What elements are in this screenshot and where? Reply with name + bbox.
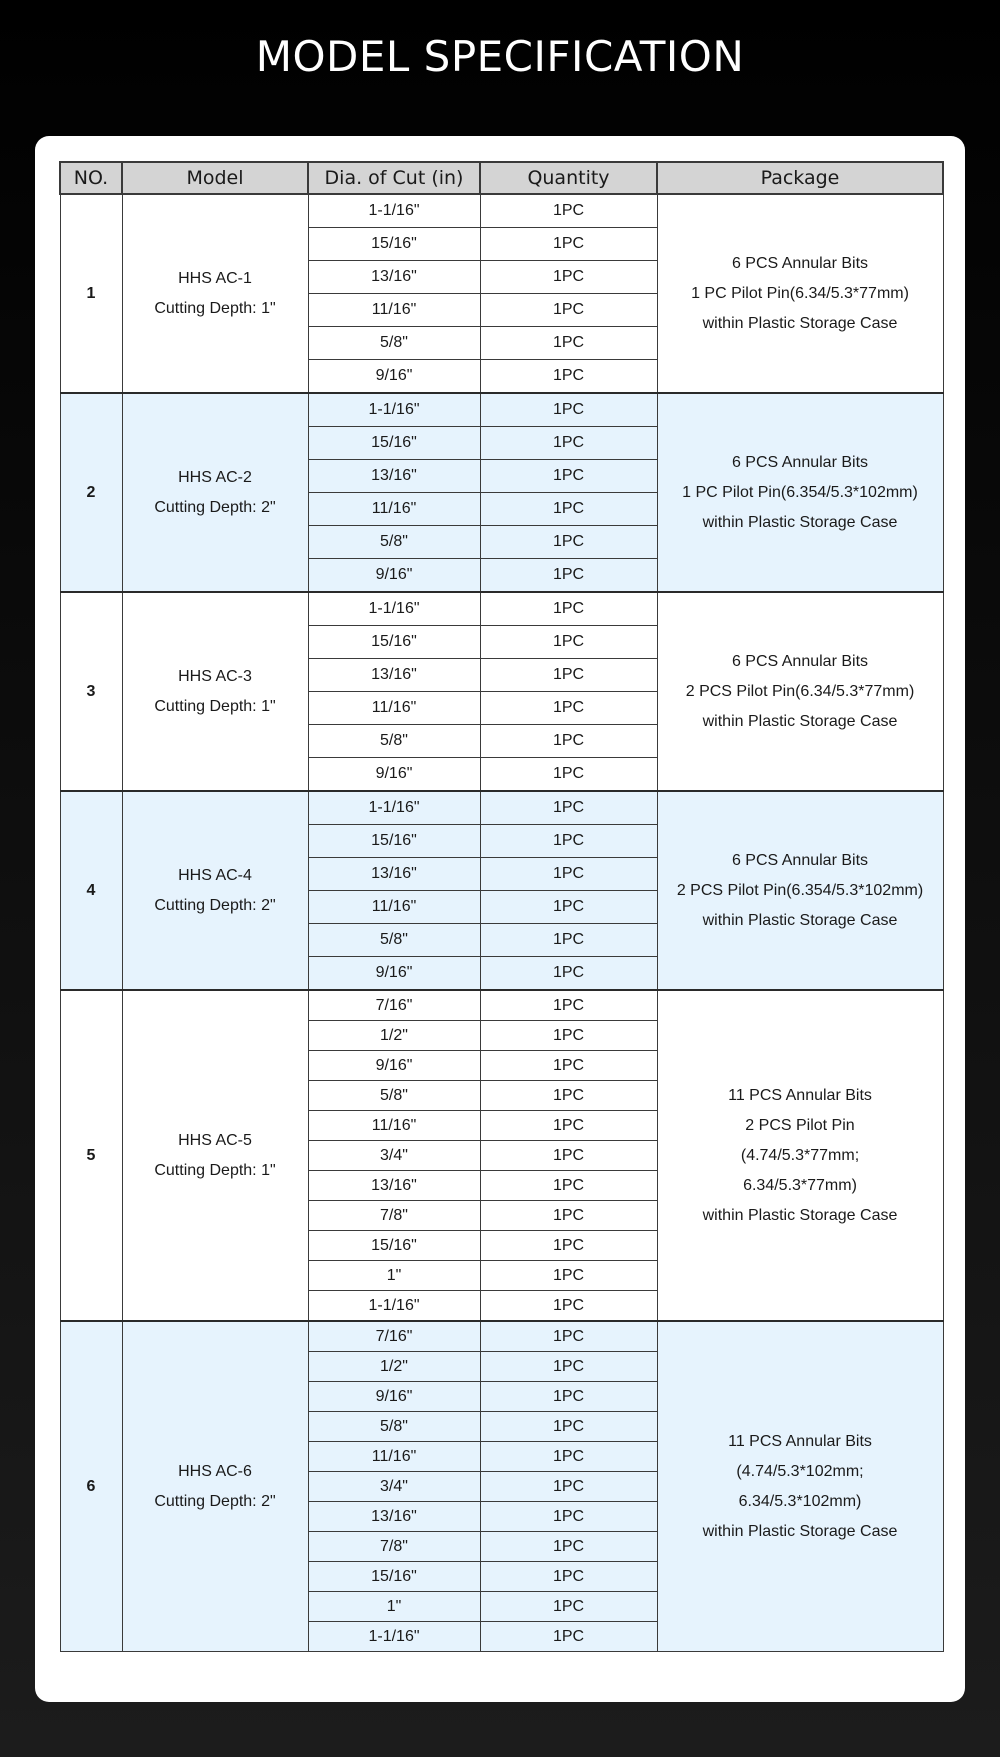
package-line: 6 PCS Annular Bits — [731, 652, 869, 670]
quantity-cell: 1PC — [480, 1291, 657, 1322]
dia-cell: 13/16" — [308, 659, 480, 692]
dia-cell: 9/16" — [308, 1382, 480, 1412]
quantity-cell: 1PC — [480, 592, 657, 626]
quantity-cell: 1PC — [480, 427, 657, 460]
package-line: within Plastic Storage Case — [702, 1522, 898, 1540]
dia-cell: 1-1/16" — [308, 791, 480, 825]
package-line: 6 PCS Annular Bits — [731, 851, 869, 869]
quantity-cell: 1PC — [480, 360, 657, 394]
model-name: HHS AC-1 — [178, 269, 252, 287]
quantity-cell: 1PC — [480, 194, 657, 228]
dia-cell: 5/8" — [308, 924, 480, 957]
dia-cell: 1/2" — [308, 1352, 480, 1382]
package-cell — [657, 1321, 943, 1652]
cutting-depth: Cutting Depth: 1" — [154, 697, 276, 715]
quantity-cell: 1PC — [480, 1562, 657, 1592]
package-line: 2 PCS Pilot Pin(6.34/5.3*77mm) — [685, 682, 915, 700]
dia-cell: 1" — [308, 1592, 480, 1622]
package-line: within Plastic Storage Case — [702, 513, 898, 531]
model-name: HHS AC-3 — [178, 667, 252, 685]
group-number: 5 — [60, 990, 122, 1321]
quantity-cell: 1PC — [480, 1502, 657, 1532]
cutting-depth: Cutting Depth: 2" — [154, 896, 276, 914]
dia-cell: 13/16" — [308, 261, 480, 294]
quantity-cell: 1PC — [480, 1592, 657, 1622]
quantity-cell: 1PC — [480, 294, 657, 327]
header-quantity: Quantity — [480, 162, 657, 194]
dia-cell: 11/16" — [308, 1111, 480, 1141]
dia-cell: 15/16" — [308, 228, 480, 261]
dia-cell: 5/8" — [308, 327, 480, 360]
dia-cell: 11/16" — [308, 1442, 480, 1472]
model-group — [60, 1321, 943, 1652]
package-line: within Plastic Storage Case — [702, 911, 898, 929]
quantity-cell: 1PC — [480, 1442, 657, 1472]
cutting-depth: Cutting Depth: 2" — [154, 1492, 276, 1510]
table-row — [60, 194, 943, 228]
package-line: 6.34/5.3*77mm) — [743, 1176, 857, 1194]
quantity-cell: 1PC — [480, 493, 657, 526]
dia-cell: 11/16" — [308, 692, 480, 725]
dia-cell: 13/16" — [308, 460, 480, 493]
dia-cell: 1/2" — [308, 1021, 480, 1051]
table-row — [60, 393, 943, 427]
group-number: 2 — [60, 393, 122, 592]
header-no: NO. — [60, 162, 122, 194]
dia-cell: 15/16" — [308, 626, 480, 659]
quantity-cell: 1PC — [480, 791, 657, 825]
dia-cell: 1-1/16" — [308, 592, 480, 626]
quantity-cell: 1PC — [480, 924, 657, 957]
model-cell — [122, 990, 308, 1321]
quantity-cell: 1PC — [480, 758, 657, 792]
quantity-cell: 1PC — [480, 990, 657, 1021]
package-line: 2 PCS Pilot Pin — [745, 1116, 855, 1134]
spec-table — [59, 161, 944, 1652]
package-line: 11 PCS Annular Bits — [728, 1086, 872, 1104]
quantity-cell: 1PC — [480, 1622, 657, 1652]
model-group — [60, 393, 943, 592]
package-line: (4.74/5.3*102mm; — [736, 1462, 864, 1480]
quantity-cell: 1PC — [480, 858, 657, 891]
cutting-depth: Cutting Depth: 1" — [154, 1161, 276, 1179]
header-package: Package — [657, 162, 943, 194]
model-cell — [122, 393, 308, 592]
quantity-cell: 1PC — [480, 1261, 657, 1291]
dia-cell: 3/4" — [308, 1472, 480, 1502]
quantity-cell: 1PC — [480, 1321, 657, 1352]
quantity-cell: 1PC — [480, 626, 657, 659]
package-cell — [657, 791, 943, 990]
package-line: within Plastic Storage Case — [702, 712, 898, 730]
quantity-cell: 1PC — [480, 1532, 657, 1562]
model-group — [60, 791, 943, 990]
spec-card — [35, 136, 965, 1702]
table-row — [60, 592, 943, 626]
dia-cell: 9/16" — [308, 559, 480, 593]
model-name: HHS AC-2 — [178, 468, 252, 486]
package-line: 6 PCS Annular Bits — [731, 254, 869, 272]
quantity-cell: 1PC — [480, 327, 657, 360]
quantity-cell: 1PC — [480, 957, 657, 991]
package-line: within Plastic Storage Case — [702, 314, 898, 332]
quantity-cell: 1PC — [480, 1051, 657, 1081]
group-number: 4 — [60, 791, 122, 990]
model-name: HHS AC-5 — [178, 1131, 252, 1149]
quantity-cell: 1PC — [480, 228, 657, 261]
group-number: 1 — [60, 194, 122, 393]
dia-cell: 5/8" — [308, 725, 480, 758]
model-cell — [122, 194, 308, 393]
package-line: 6.34/5.3*102mm) — [738, 1492, 862, 1510]
quantity-cell: 1PC — [480, 891, 657, 924]
quantity-cell: 1PC — [480, 1111, 657, 1141]
dia-cell: 3/4" — [308, 1141, 480, 1171]
package-line: within Plastic Storage Case — [702, 1206, 898, 1224]
dia-cell: 15/16" — [308, 825, 480, 858]
quantity-cell: 1PC — [480, 526, 657, 559]
model-cell — [122, 592, 308, 791]
model-name: HHS AC-6 — [178, 1462, 252, 1480]
package-cell — [657, 990, 943, 1321]
quantity-cell: 1PC — [480, 559, 657, 593]
dia-cell: 13/16" — [308, 1171, 480, 1201]
quantity-cell: 1PC — [480, 261, 657, 294]
quantity-cell: 1PC — [480, 1412, 657, 1442]
quantity-cell: 1PC — [480, 825, 657, 858]
quantity-cell: 1PC — [480, 1352, 657, 1382]
dia-cell: 1-1/16" — [308, 393, 480, 427]
quantity-cell: 1PC — [480, 460, 657, 493]
dia-cell: 15/16" — [308, 1562, 480, 1592]
quantity-cell: 1PC — [480, 1141, 657, 1171]
group-number: 3 — [60, 592, 122, 791]
package-line: 6 PCS Annular Bits — [731, 453, 869, 471]
model-cell — [122, 1321, 308, 1652]
model-name: HHS AC-4 — [178, 866, 252, 884]
quantity-cell: 1PC — [480, 1171, 657, 1201]
quantity-cell: 1PC — [480, 393, 657, 427]
dia-cell: 1-1/16" — [308, 1622, 480, 1652]
quantity-cell: 1PC — [480, 692, 657, 725]
dia-cell: 5/8" — [308, 526, 480, 559]
dia-cell: 5/8" — [308, 1081, 480, 1111]
package-cell — [657, 592, 943, 791]
header-model: Model — [122, 162, 308, 194]
table-row — [60, 990, 943, 1021]
quantity-cell: 1PC — [480, 1472, 657, 1502]
dia-cell: 15/16" — [308, 1231, 480, 1261]
page-title: MODEL SPECIFICATION — [255, 32, 745, 81]
header-dia: Dia. of Cut (in) — [308, 162, 480, 194]
dia-cell: 7/8" — [308, 1201, 480, 1231]
dia-cell: 7/8" — [308, 1532, 480, 1562]
quantity-cell: 1PC — [480, 725, 657, 758]
cutting-depth: Cutting Depth: 2" — [154, 498, 276, 516]
model-group — [60, 194, 943, 393]
dia-cell: 11/16" — [308, 294, 480, 327]
dia-cell: 1-1/16" — [308, 1291, 480, 1322]
quantity-cell: 1PC — [480, 659, 657, 692]
dia-cell: 7/16" — [308, 990, 480, 1021]
package-line: 1 PC Pilot Pin(6.34/5.3*77mm) — [691, 284, 909, 302]
quantity-cell: 1PC — [480, 1081, 657, 1111]
model-group — [60, 592, 943, 791]
table-header-row — [60, 162, 943, 194]
package-line: 11 PCS Annular Bits — [728, 1432, 872, 1450]
dia-cell: 11/16" — [308, 891, 480, 924]
quantity-cell: 1PC — [480, 1021, 657, 1051]
table-row — [60, 791, 943, 825]
quantity-cell: 1PC — [480, 1231, 657, 1261]
quantity-cell: 1PC — [480, 1201, 657, 1231]
dia-cell: 13/16" — [308, 858, 480, 891]
table-row — [60, 1321, 943, 1352]
model-cell — [122, 791, 308, 990]
model-group — [60, 990, 943, 1321]
package-line: 2 PCS Pilot Pin(6.354/5.3*102mm) — [676, 881, 924, 899]
dia-cell: 7/16" — [308, 1321, 480, 1352]
cutting-depth: Cutting Depth: 1" — [154, 299, 276, 317]
group-number: 6 — [60, 1321, 122, 1652]
dia-cell: 9/16" — [308, 758, 480, 792]
quantity-cell: 1PC — [480, 1382, 657, 1412]
dia-cell: 15/16" — [308, 427, 480, 460]
dia-cell: 1-1/16" — [308, 194, 480, 228]
dia-cell: 9/16" — [308, 957, 480, 991]
dia-cell: 5/8" — [308, 1412, 480, 1442]
dia-cell: 9/16" — [308, 1051, 480, 1081]
package-line: 1 PC Pilot Pin(6.354/5.3*102mm) — [682, 483, 918, 501]
dia-cell: 1" — [308, 1261, 480, 1291]
package-cell — [657, 393, 943, 592]
package-cell — [657, 194, 943, 393]
dia-cell: 9/16" — [308, 360, 480, 394]
dia-cell: 13/16" — [308, 1502, 480, 1532]
package-line: (4.74/5.3*77mm; — [740, 1146, 860, 1164]
dia-cell: 11/16" — [308, 493, 480, 526]
